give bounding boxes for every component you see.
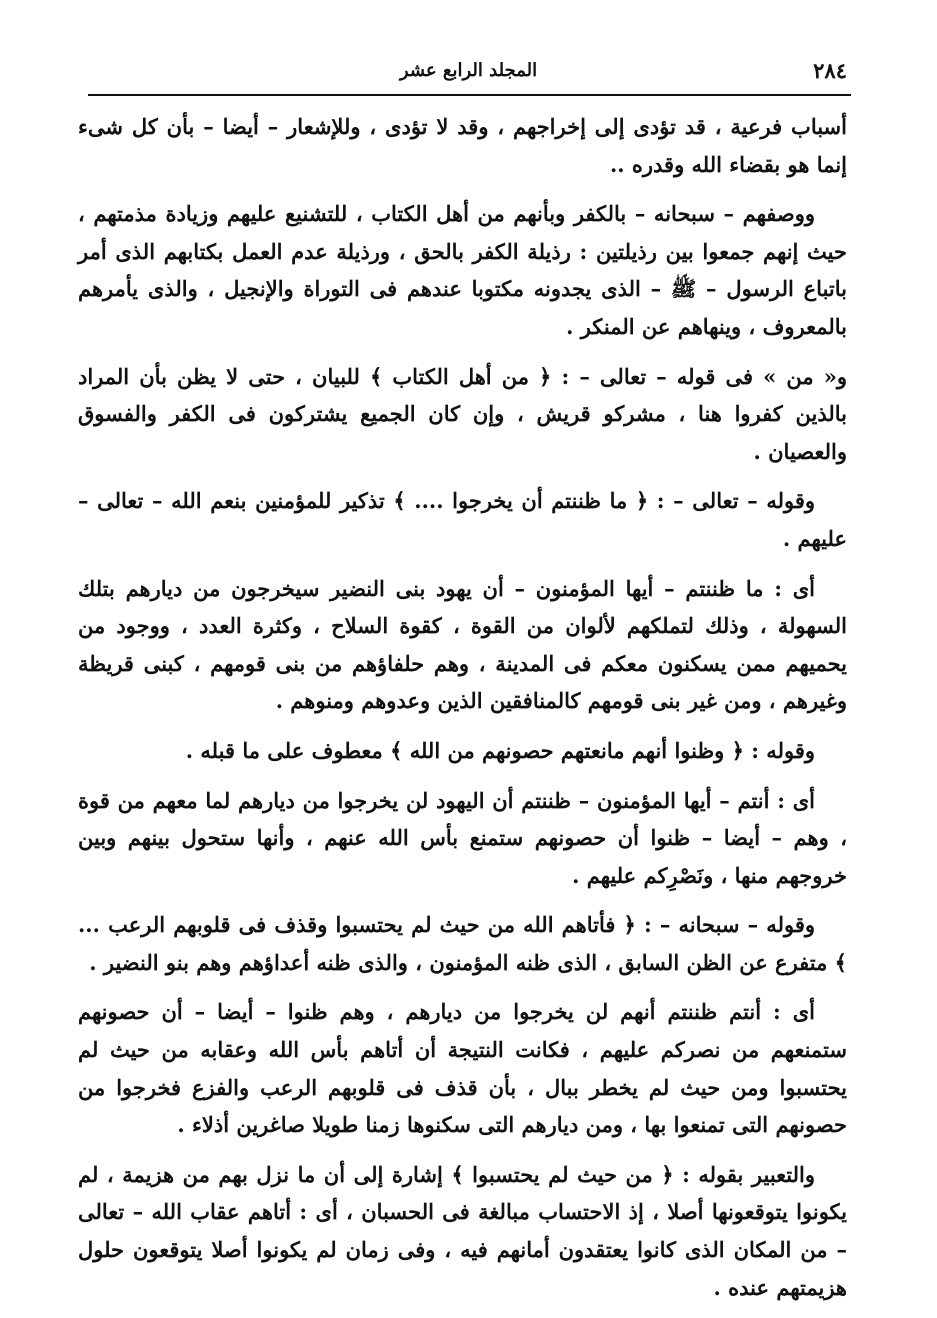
paragraph: وقوله – تعالى – : ﴿ ما ظننتم أن يخرجوا .... ﴾ تذكير للمؤمنين بنعم الله – تعالى – عليهم . [78, 488, 847, 551]
page-number: ٢٨٤ [813, 58, 847, 83]
paragraph: ووصفهم – سبحانه – بالكفر وبأنهم من أهل الكتاب ، للتشنيع عليهم وزيادة مذمتهم ، حيث إنهم جمعوا بين رذيلتين : رذيلة الكفر بالحق ، ورذيلة عدم العمل بكتابهم الذى أمر باتباع الرسول – ﷺ – الذى يجدونه مكتوبا عندهم فى التوراة والإنجيل ، والذى يأمرهم بالمعروف ، وينهاهم عن المنكر . [78, 201, 847, 339]
header-rule [88, 94, 851, 96]
page-header [90, 58, 847, 92]
paragraph: أى : أنتم ظننتم أنهم لن يخرجوا من ديارهم ، وهم ظنوا – أيضا – أن حصونهم ستمنعهم من نصركم عليهم ، فكانت النتيجة أن أتاهم بأس الله وعقابه من حيث لم يحتسبوا ومن حيث لم يخطر ببال ، بأن قذف فى قلوبهم الرعب والفزع فخرجوا من حصونهم التى تمنعوا بها ، ومن ديارهم التى سكنوها زمنا طويلا صاغرين أذلاء . [78, 999, 847, 1138]
paragraph: و« من » فى قوله – تعالى – : ﴿ من أهل الكتاب ﴾ للبيان ، حتى لا يظن بأن المراد بالذين كفروا هنا ، مشركو قريش ، وإن كان الجميع يشتركون فى الكفر والفسوق والعصيان . [78, 363, 847, 464]
paragraph: أى : ما ظننتم – أيها المؤمنون – أن يهود بنى النضير سيخرجون من ديارهم بتلك السهولة ، وذلك لتملكهم لألوان من القوة ، كقوة السلاح ، وكثرة العدد ، ووجود من يحميهم ممن يسكنون معكم فى المدينة ، وهم حلفاؤهم من بنى قومهم ، كبنى قريظة وغيرهم ، ومن غير بنى قومهم كالمنافقين الذين وعدوهم ومنوهم . [78, 575, 847, 714]
paragraph: والتعبير بقوله : ﴿ من حيث لم يحتسبوا ﴾ إشارة إلى أن ما نزل بهم من هزيمة ، لم يكونوا يتوقعونها أصلا ، إذ الاحتساب مبالغة فى الحسبان ، أى : أتاهم عقاب الله – تعالى – من المكان الذى كانوا يعتقدون أمانهم فيه ، وفى زمان لم يكونوا أصلا يتوقعون حلول هزيمتهم عنده . [78, 1161, 847, 1300]
paragraph: أسباب فرعية ، قد تؤدى إلى إخراجهم ، وقد لا تؤدى ، وللإشعار – أيضا – بأن كل شىء إنما هو بقضاء الله وقدره .. [78, 114, 847, 177]
page-body [78, 108, 847, 1318]
running-title: المجلد الرابع عشر [399, 60, 538, 81]
paragraph: أى : أنتم – أيها المؤمنون – ظننتم أن اليهود لن يخرجوا من ديارهم لما معهم من قوة ، وهم – أيضا – ظنوا أن حصونهم ستمنع بأس الله عنهم ، وأنها ستحول بينهم وبين خروجهم منها ، ونَصْرِكم عليهم . [78, 787, 847, 888]
paragraph: وقوله – سبحانه – : ﴿ فأتاهم الله من حيث لم يحتسبوا وقذف فى قلوبهم الرعب ... ﴾ متفرع عن الظن السابق ، الذى ظنه المؤمنون ، والذى ظنه أعداؤهم وهم بنو النضير . [78, 912, 847, 975]
paragraph: وقوله : ﴿ وظنوا أنهم مانعتهم حصونهم من الله ﴾ معطوف على ما قبله . [185, 737, 815, 763]
